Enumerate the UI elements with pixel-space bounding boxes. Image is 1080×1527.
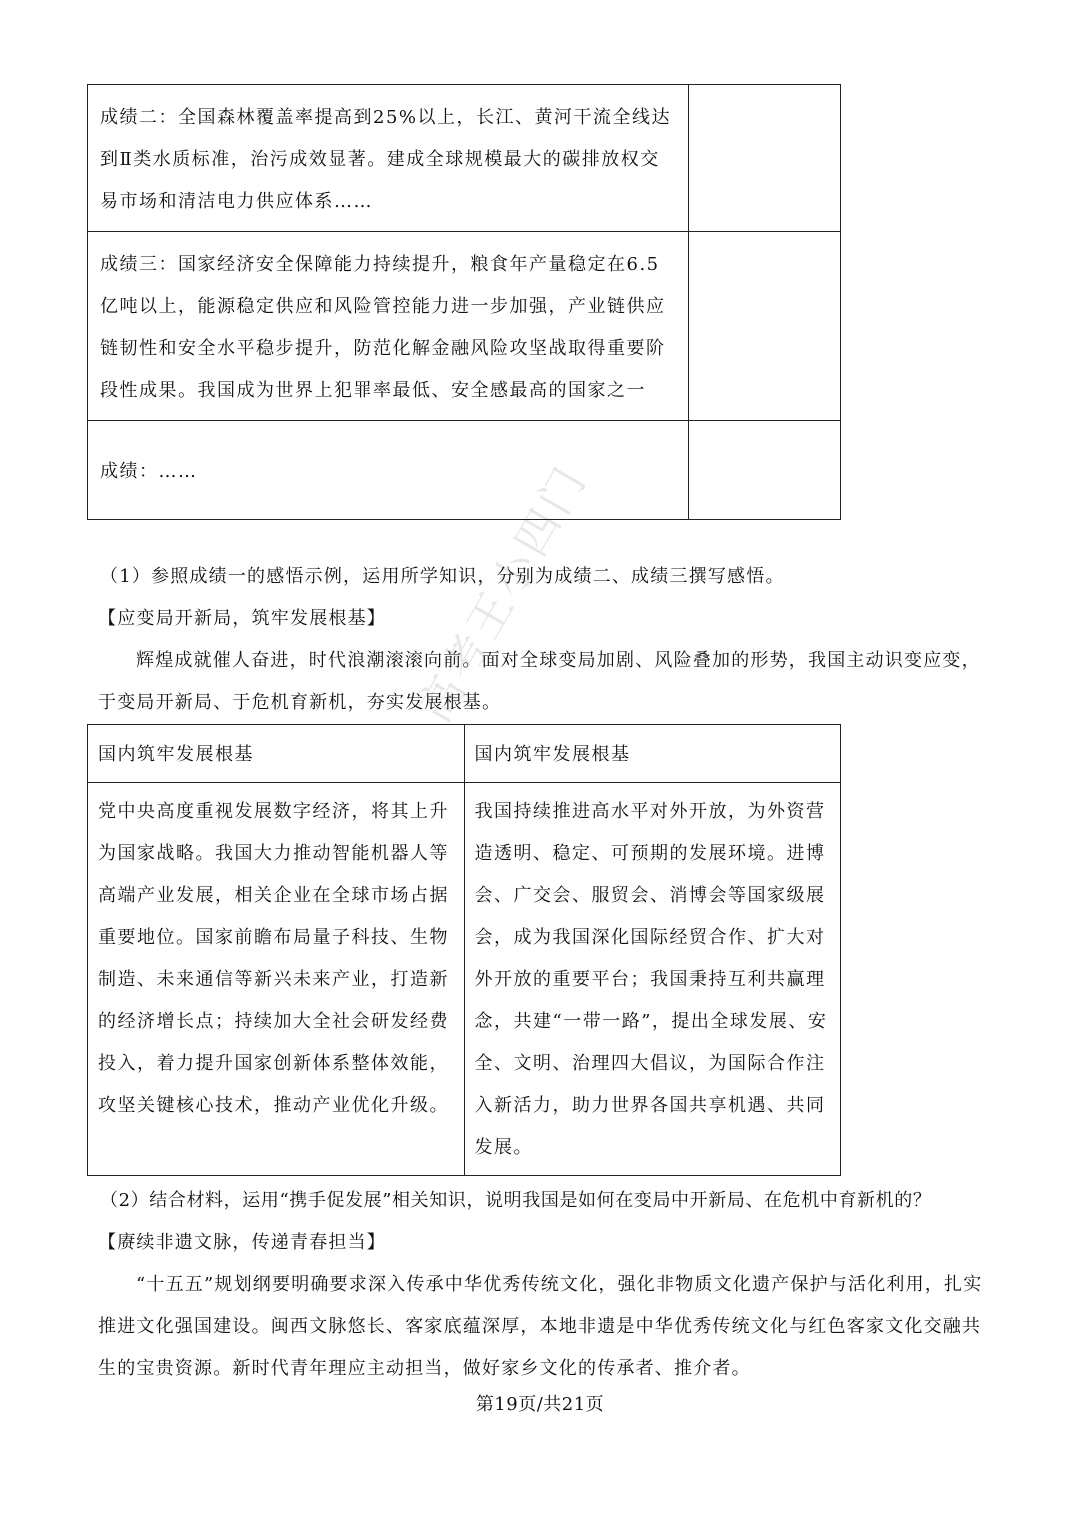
page-number: 第19页/共21页: [475, 1394, 605, 1415]
table-header-row: [88, 725, 841, 783]
table-row: [88, 783, 841, 1176]
table-row: [88, 421, 841, 520]
table-cell-empty: [688, 232, 840, 421]
cell-text: 党中央高度重视发展数字经济，将其上升为国家战略。我国大力推动智能机器人等高端产业发展，相关企业在全球市场占据重要地位。国家前瞻布局量子科技、生物制造、未来通信等新兴未来产业，打造新的经济增长点；持续加大全社会研发经费投入，着力提升国家创新体系整体效能，攻坚关键核心技术，推动产业优化升级。: [98, 801, 449, 1116]
cell-text: 成绩二：全国森林覆盖率提高到25%以上，长江、黄河干流全线达到Ⅱ类水质标准，治污成效显著。建成全球规模最大的碳排放权交易市场和清洁电力供应体系……: [100, 107, 672, 212]
cell-text: 我国持续推进高水平对外开放，为外资营造透明、稳定、可预期的发展环境。进博会、广交会、服贸会、消博会等国家级展会，成为我国深化国际经贸合作、扩大对外开放的重要平台；我国秉持互利共赢理念，共建“一带一路”，提出全球发展、安全、文明、治理四大倡议，为国际合作注入新活力，助力世界各国共享机遇、共同发展。: [474, 801, 828, 1158]
section-heading-2: 【应变局开新局，筑牢发展根基】: [98, 608, 386, 629]
table-cell: [88, 232, 689, 421]
question-1: （1）参照成绩一的感悟示例，运用所学知识，分别为成绩二、成绩三撰写感悟。: [100, 566, 785, 587]
question-2: （2）结合材料，运用“携手促发展”相关知识，说明我国是如何在变局中开新局、在危机中育新机的？: [100, 1190, 932, 1211]
section-heading-3: 【赓续非遗文脉，传递青春担当】: [98, 1232, 386, 1253]
achievements-table: [87, 84, 841, 520]
watermark: 高考王小四门: [409, 456, 598, 731]
table-cell-empty: [688, 421, 840, 520]
cell-text: 成绩三：国家经济安全保障能力持续提升，粮食年产量稳定在6.5亿吨以上，能源稳定供应和风险管控能力进一步加强，产业链供应链韧性和安全水平稳步提升，防范化解金融风险攻坚战取得重要阶段性成果。我国成为世界上犯罪率最低、安全感最高的国家之一: [100, 254, 666, 401]
development-table: [87, 724, 841, 1176]
table-row: [88, 85, 841, 232]
table-row: [88, 232, 841, 421]
table-cell: [88, 421, 689, 520]
table-cell: [88, 85, 689, 232]
table-header-cell: [464, 725, 841, 783]
section-intro-3: “十五五”规划纲要明确要求深入传承中华优秀传统文化，强化非物质文化遗产保护与活化利用，扎实推进文化强国建设。闽西文脉悠长、客家底蕴深厚，本地非遗是中华优秀传统文化与红色客家文化交融共生的宝贵资源。新时代青年理应主动担当，做好家乡文化的传承者、推介者。: [98, 1274, 983, 1379]
table-cell: [464, 783, 841, 1176]
table-cell-empty: [688, 85, 840, 232]
header-text: 国内筑牢发展根基: [474, 743, 631, 765]
cell-text: 成绩：……: [100, 461, 198, 482]
section-intro-2: 辉煌成就催人奋进，时代浪潮滚滚向前。面对全球变局加剧、风险叠加的形势，我国主动识变应变，于变局开新局、于危机育新机，夯实发展根基。: [98, 650, 981, 713]
table-cell: [88, 783, 465, 1176]
header-text: 国内筑牢发展根基: [98, 743, 254, 765]
table-header-cell: [88, 725, 465, 783]
